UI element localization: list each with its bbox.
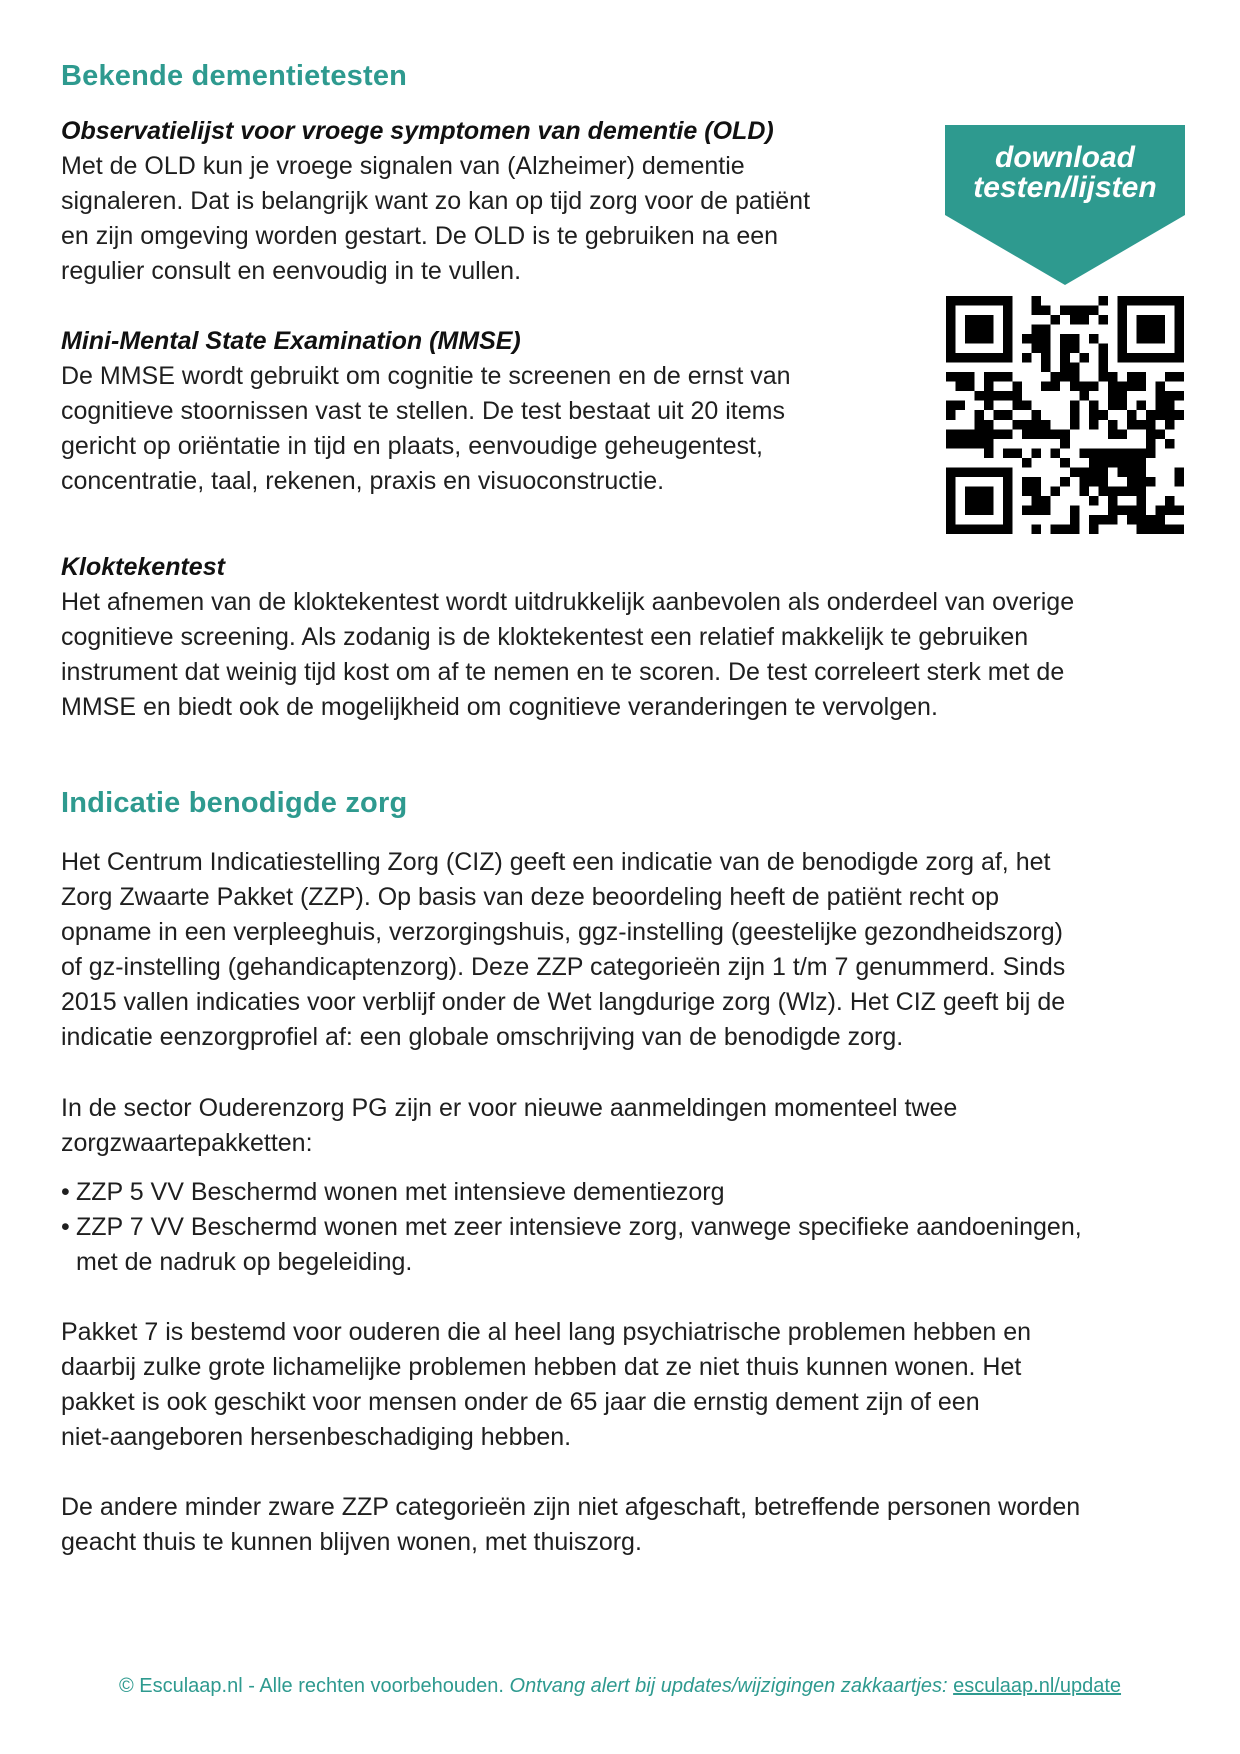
footer-copyright: © Esculaap.nl - Alle rechten voorbehouden. — [118, 1675, 504, 1697]
text-line: indicatie eenzorgprofiel af: een globale omschrijving van de benodigde zorg. — [61, 1023, 904, 1051]
text-line: 2015 vallen indicaties voor verblijf onder de Wet langdurige zorg (Wlz). Het CIZ geeft bij de — [61, 988, 1066, 1016]
klok-line: cognitieve screening. Als zodanig is de kloktekentest een relatief makkelijk te gebruiken — [61, 623, 1029, 651]
indicatie-paragraph-3 — [61, 1315, 1201, 1455]
indicatie-paragraph-1 — [61, 845, 1201, 1055]
mmse-title: Mini-Mental State Examination (MMSE) — [61, 327, 521, 355]
old-title: Observatielijst voor vroege symptomen van dementie (OLD) — [61, 117, 774, 145]
bullet-line: • ZZP 7 VV Beschermd wonen met zeer intensieve zorg, vanwege specifieke aandoeningen, — [76, 1213, 1082, 1241]
mmse-line: concentratie, taal, rekenen, praxis en visuoconstructie. — [61, 467, 665, 495]
text-line: Het Centrum Indicatiestelling Zorg (CIZ) geeft een indicatie van de benodigde zorg af, het — [61, 848, 1051, 876]
mmse-line: cognitieve stoornissen vast te stellen. De test bestaat uit 20 items — [61, 397, 785, 425]
zzp-bullet-list — [61, 1175, 1201, 1280]
text-line: niet-aangeboren hersenbeschadiging hebben. — [61, 1423, 572, 1451]
klok-title: Kloktekentest — [61, 553, 225, 581]
indicatie-paragraph-4 — [61, 1490, 1201, 1560]
text-line: De andere minder zware ZZP categorieën zijn niet afgeschaft, betreffende personen worden — [61, 1493, 1081, 1521]
section-heading-indicatie: Indicatie benodigde zorg — [61, 787, 408, 819]
footer — [0, 1673, 1240, 1699]
mmse-block — [61, 324, 891, 499]
mmse-line: gericht op oriëntatie in tijd en plaats, eenvoudige geheugentest, — [61, 432, 763, 460]
download-label — [945, 143, 1185, 203]
download-label-line1: download — [995, 141, 1135, 174]
old-line: en zijn omgeving worden gestart. De OLD is te gebruiken na een — [61, 222, 779, 250]
text-line: geacht thuis te kunnen blijven wonen, met thuiszorg. — [61, 1528, 642, 1556]
old-line: regulier consult en eenvoudig in te vullen. — [61, 257, 522, 285]
klok-line: MMSE en biedt ook de mogelijkheid om cognitieve veranderingen te vervolgen. — [61, 693, 938, 721]
bullet-line: met de nadruk op begeleiding. — [76, 1248, 413, 1276]
text-line: Pakket 7 is bestemd voor ouderen die al heel lang psychiatrische problemen hebben en — [61, 1318, 1032, 1346]
text-line: of gz-instelling (gehandicaptenzorg). Deze ZZP categorieën zijn 1 t/m 7 genummerd. Sinds — [61, 953, 1066, 981]
text-line: zorgzwaartepakketten: — [61, 1129, 313, 1157]
klok-line: Het afnemen van de kloktekentest wordt uitdrukkelijk aanbevolen als onderdeel van overige — [61, 588, 1075, 616]
list-item — [61, 1175, 1201, 1210]
footer-update-link[interactable]: esculaap.nl/update — [953, 1675, 1122, 1697]
footer-alert-text: Ontvang alert bij updates/wijzigingen zakkaartjes: — [509, 1675, 948, 1697]
text-line: pakket is ook geschikt voor mensen onder de 65 jaar die ernstig dement zijn of een — [61, 1388, 980, 1416]
list-item — [61, 1210, 1201, 1280]
klok-block — [61, 550, 1201, 725]
qr-code-icon[interactable] — [946, 296, 1184, 534]
download-label-line2: testen/lijsten — [973, 171, 1157, 204]
old-line: signaleren. Dat is belangrijk want zo kan op tijd zorg voor de patiënt — [61, 187, 811, 215]
old-block — [61, 114, 891, 289]
mmse-line: De MMSE wordt gebruikt om cognitie te screenen en de ernst van — [61, 362, 791, 390]
old-line: Met de OLD kun je vroege signalen van (Alzheimer) dementie — [61, 152, 745, 180]
indicatie-paragraph-2 — [61, 1091, 1201, 1161]
download-banner[interactable] — [945, 125, 1185, 285]
text-line: In de sector Ouderenzorg PG zijn er voor nieuwe aanmeldingen momenteel twee — [61, 1094, 958, 1122]
bullet-line: • ZZP 5 VV Beschermd wonen met intensieve dementiezorg — [76, 1178, 725, 1206]
section-heading-dementietesten: Bekende dementietesten — [61, 60, 408, 92]
text-line: Zorg Zwaarte Pakket (ZZP). Op basis van deze beoordeling heeft de patiënt recht op — [61, 883, 1000, 911]
text-line: daarbij zulke grote lichamelijke problemen hebben dat ze niet thuis kunnen wonen. Het — [61, 1353, 1022, 1381]
klok-line: instrument dat weinig tijd kost om af te nemen en te scoren. De test correleert sterk met de — [61, 658, 1065, 686]
text-line: opname in een verpleeghuis, verzorgingshuis, ggz-instelling (geestelijke gezondheidszorg) — [61, 918, 1063, 946]
